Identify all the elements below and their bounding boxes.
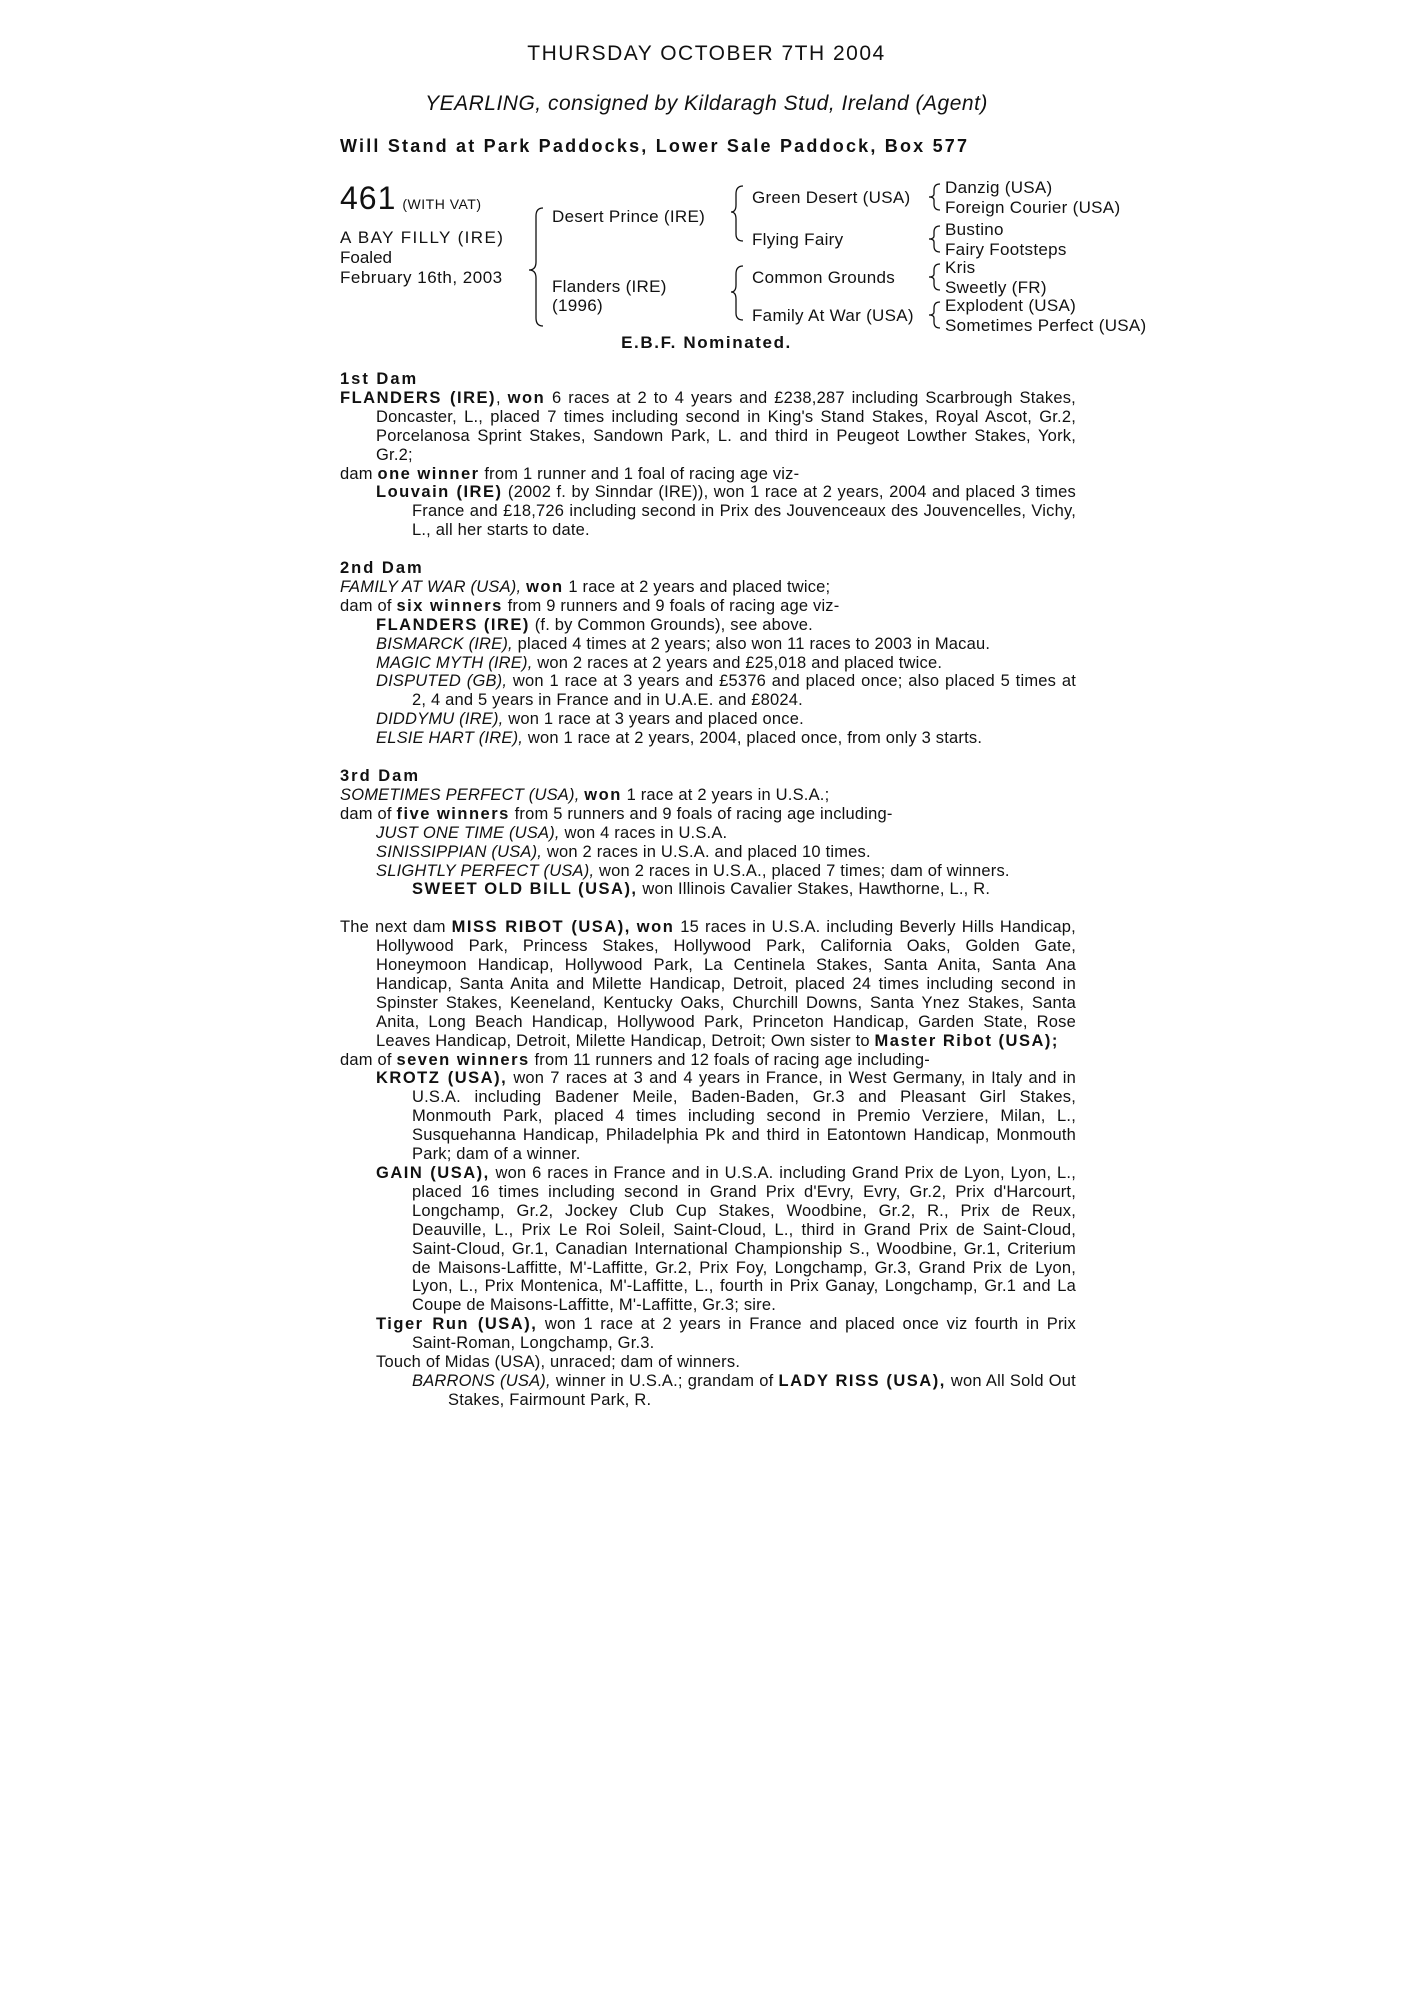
- next-dam-produce: [340, 1051, 1076, 1070]
- offspring-text: winner in U.S.A.; grandam of: [555, 1371, 774, 1390]
- offspring-text: won Illinois Cavalier Stakes, Hawthorne, L., R.: [642, 880, 991, 899]
- offspring-text: won 1 race at 3 years and £5376 and placed once; also placed 5 times at 2, 4 and 5 years in France and in U.A.E. and £8024.: [412, 672, 1076, 710]
- offspring-text: won 7 races at 3 and 4 years in France, in West Germany, in Italy and in U.S.A. including Badener Meile, Baden-Baden, Gr.3 and Pleasant Girl Stakes, Monmouth Park, placed 4 times including second in Premio Verziere, Milan, L., Susquehanna Handicap, Philadelphia Pk and third in Eatontown Handicap, Monmouth Park; dam of a winner.: [412, 1069, 1076, 1164]
- produce-prefix: dam of: [340, 804, 392, 823]
- third-dam-heading: 3rd Dam: [340, 767, 421, 785]
- produce-count: one winner: [377, 464, 480, 483]
- pedigree-dam-sire: Common Grounds: [752, 268, 896, 287]
- offspring-text: won 6 races in France and in U.S.A. including Grand Prix de Lyon, Lyon, L., placed 16 times including second in Grand Prix d'Evry, Evry, Gr.2, Prix d'Harcourt, Longchamp, Gr.2, Jockey Club Cup Stakes, Woodbine, Gr.2, R., Prix de Reux, Deauville, L., Prix Le Roi Soleil, Saint-Cloud, L., third in Grand Prix de Saint-Cloud, Saint-Cloud, Gr.1, Canadian International Championship S., Woodbine, Gr.1, Criterium de Maisons-Laffitte, M'-Laffitte, Gr.2, Prix Foy, Longchamp, Gr.3, Grand Prix de Lyon, Lyon, L., Prix Montenica, M'-Laffitte, L., fourth in Prix Ganay, Longchamp, Gr.1 and La Coupe de Maisons-Laffitte, M'-Laffitte, Gr.3; sire.: [412, 1164, 1076, 1315]
- pedigree-dam: Flanders (IRE): [552, 277, 667, 296]
- pedigree-sire-sire: Green Desert (USA): [752, 188, 911, 207]
- third-dam-text: 1 race at 2 years in U.S.A.;: [626, 785, 830, 804]
- sale-date: THURSDAY OCTOBER 7TH 2004: [527, 42, 886, 65]
- offspring-name: SWEET OLD BILL (USA),: [412, 880, 638, 899]
- offspring-text: won 4 races in U.S.A.: [564, 823, 728, 842]
- foaled-date: February 16th, 2003: [340, 268, 503, 287]
- pedigree-dam-dam: Family At War (USA): [752, 306, 914, 325]
- pedigree-gg-2: Foreign Courier (USA): [945, 198, 1121, 217]
- offspring-entry: [340, 635, 1076, 654]
- ebf-note: E.B.F. Nominated.: [621, 333, 792, 352]
- offspring-name: GAIN (USA),: [376, 1164, 490, 1183]
- third-dam-produce: [340, 805, 1076, 824]
- produce-count: six winners: [396, 596, 503, 615]
- offspring-entry: [340, 1315, 1076, 1353]
- offspring-name: KROTZ (USA),: [376, 1069, 508, 1088]
- offspring-entry: [340, 862, 1076, 881]
- pedigree-gg-8: Sometimes Perfect (USA): [945, 316, 1147, 335]
- offspring-name: SLIGHTLY PERFECT (USA),: [376, 861, 595, 880]
- first-dam-heading: 1st Dam: [340, 370, 419, 388]
- produce-suffix: from 1 runner and 1 foal of racing age viz-: [484, 464, 800, 483]
- stand-location: Will Stand at Park Paddocks, Lower Sale Paddock, Box 577: [340, 136, 970, 156]
- produce-prefix: dam of: [340, 1050, 392, 1069]
- next-dam-record: [340, 918, 1076, 1050]
- offspring-name: JUST ONE TIME (USA),: [376, 823, 560, 842]
- own-sister-name: Master Ribot (USA);: [874, 1031, 1059, 1050]
- next-dam-text: 15 races in U.S.A. including Beverly Hills Handicap, Hollywood Park, Princess Stakes, Hollywood Park, California Oaks, Golden Gate, Honeymoon Handicap, Hollywood Park, La Centinela Stakes, Santa Anita, Santa Ana Handicap, Santa Anita and Milette Handicap, Detroit, placed 24 times including second in Spinster Stakes, Keeneland, Kentucky Oaks, Churchill Downs, Santa Ynez Stakes, Santa Anita, Long Beach Handicap, Hollywood Park, Princeton Handicap, Garden State, Rose Leaves Handicap, Detroit, Milette Handicap, Detroit; Own sister to: [376, 918, 1076, 1050]
- offspring-entry: [340, 1164, 1076, 1315]
- pedigree-body: [340, 370, 1076, 1410]
- pedigree-gg-5: Kris: [945, 258, 976, 277]
- lot-subtitle: YEARLING, consigned by Kildaragh Stud, Ireland (Agent): [425, 92, 988, 115]
- offspring-name: SINISSIPPIAN (USA),: [376, 842, 543, 861]
- third-dam-record: [340, 786, 1076, 805]
- offspring-text: won 1 race at 3 years and placed once.: [508, 710, 804, 729]
- offspring-entry: [340, 616, 1076, 635]
- second-dam-produce: [340, 597, 1076, 616]
- second-dam-name: FAMILY AT WAR (USA),: [340, 577, 522, 596]
- offspring-entry: [340, 824, 1076, 843]
- produce-suffix: from 9 runners and 9 foals of racing age viz-: [507, 596, 840, 615]
- next-dam-name: MISS RIBOT (USA),: [451, 918, 631, 937]
- pedigree-gg-4: Fairy Footsteps: [945, 240, 1067, 259]
- pedigree-sire-dam: Flying Fairy: [752, 230, 844, 249]
- produce-prefix: dam: [340, 464, 373, 483]
- grand-offspring-name: LADY RISS (USA),: [778, 1371, 946, 1390]
- offspring-entry: [340, 1353, 1076, 1372]
- pedigree-gg-6: Sweetly (FR): [945, 278, 1047, 297]
- offspring-text: won 1 race at 2 years in France and placed once viz fourth in Prix Saint-Roman, Longchamp, Gr.3.: [412, 1315, 1076, 1353]
- grand-offspring-entry: [340, 880, 1076, 899]
- offspring-text: won All Sold Out Stakes, Fairmount Park, R.: [448, 1371, 1076, 1409]
- offspring-name: DISPUTED (GB),: [376, 672, 508, 691]
- won-label: won: [526, 577, 564, 596]
- offspring-name: MAGIC MYTH (IRE),: [376, 653, 533, 672]
- second-dam-text: 1 race at 2 years and placed twice;: [568, 577, 831, 596]
- next-dam-intro: The next dam: [340, 918, 446, 937]
- offspring-name: BISMARCK (IRE),: [376, 634, 513, 653]
- first-dam-produce: [340, 465, 1076, 484]
- offspring-entry: [340, 729, 1076, 748]
- third-dam-name: SOMETIMES PERFECT (USA),: [340, 785, 580, 804]
- foaled-label: Foaled: [340, 248, 392, 267]
- vat-note: (WITH VAT): [402, 196, 482, 212]
- offspring-name: ELSIE HART (IRE),: [376, 729, 524, 748]
- won-label: won: [636, 918, 675, 937]
- offspring-entry: [340, 1069, 1076, 1164]
- produce-suffix: from 5 runners and 9 foals of racing age including-: [514, 804, 893, 823]
- pedigree-dam-year: (1996): [552, 296, 603, 315]
- offspring-entry: [340, 654, 1076, 673]
- offspring-text: won 1 race at 2 years, 2004, placed once, from only 3 starts.: [527, 729, 983, 748]
- offspring-name: BARRONS (USA),: [412, 1371, 551, 1390]
- pedigree-gg-3: Bustino: [945, 220, 1004, 239]
- offspring-name: Louvain (IRE): [376, 483, 503, 502]
- pedigree-gg-7: Explodent (USA): [945, 296, 1077, 315]
- offspring-text: (2002 f. by Sinndar (IRE)), won 1 race at 2 years, 2004 and placed 3 times France and £18,726 including second in Prix des Jouvenceaux des Jouvencelles, Vichy, L., all her starts to date.: [412, 483, 1076, 540]
- offspring-text: placed 4 times at 2 years; also won 11 races to 2003 in Macau.: [517, 634, 991, 653]
- produce-suffix: from 11 runners and 12 foals of racing age including-: [534, 1050, 931, 1069]
- second-dam-heading: 2nd Dam: [340, 559, 424, 578]
- pedigree-sire: Desert Prince (IRE): [552, 207, 706, 226]
- produce-prefix: dam of: [340, 596, 392, 615]
- first-dam-record: FLANDERS (IRE), won 6 races at 2 to 4 years and £238,287 including Scarbrough Stakes, Doncaster, L., placed 7 times including second in King's Stand Stakes, Royal Ascot, Gr.2, Porcelanosa Sprint Stakes, Sandown Park, L. and third in Peugeot Lowther Stakes, York, Gr.2;: [340, 388, 1076, 464]
- second-dam-record: [340, 578, 1076, 597]
- first-dam-text: 6 races at 2 to 4 years and £238,287 including Scarbrough Stakes, Doncaster, L., placed 7 times including second in King's Stand Stakes, Royal Ascot, Gr.2, Porcelanosa Sprint Stakes, Sandown Park, L. and third in Peugeot Lowther Stakes, York, Gr.2;: [376, 388, 1076, 464]
- offspring-text: won 2 races at 2 years and £25,018 and placed twice.: [537, 653, 943, 672]
- produce-count: seven winners: [396, 1050, 530, 1069]
- offspring-text: Touch of Midas (USA), unraced; dam of winners.: [376, 1353, 741, 1372]
- won-label: won: [584, 785, 622, 804]
- offspring-text: won 2 races in U.S.A. and placed 10 times.: [546, 842, 871, 861]
- offspring-entry: [340, 843, 1076, 862]
- offspring-text: (f. by Common Grounds), see above.: [534, 615, 813, 634]
- offspring-entry: [340, 483, 1076, 540]
- horse-description: A BAY FILLY (IRE): [340, 228, 505, 247]
- lot-number: 461: [340, 180, 397, 216]
- grand-offspring-entry: [340, 1372, 1076, 1410]
- offspring-entry: [340, 710, 1076, 729]
- offspring-name: FLANDERS (IRE): [376, 615, 530, 634]
- offspring-text: won 2 races in U.S.A., placed 7 times; dam of winners.: [599, 861, 1010, 880]
- first-dam-name: FLANDERS (IRE): [340, 388, 496, 407]
- offspring-name: Tiger Run (USA),: [376, 1315, 538, 1334]
- pedigree-gg-1: Danzig (USA): [945, 178, 1053, 197]
- offspring-entry: [340, 672, 1076, 710]
- pedigree-brackets: [0, 0, 1413, 340]
- won-label: won: [507, 388, 546, 407]
- produce-count: five winners: [396, 804, 510, 823]
- offspring-name: DIDDYMU (IRE),: [376, 710, 504, 729]
